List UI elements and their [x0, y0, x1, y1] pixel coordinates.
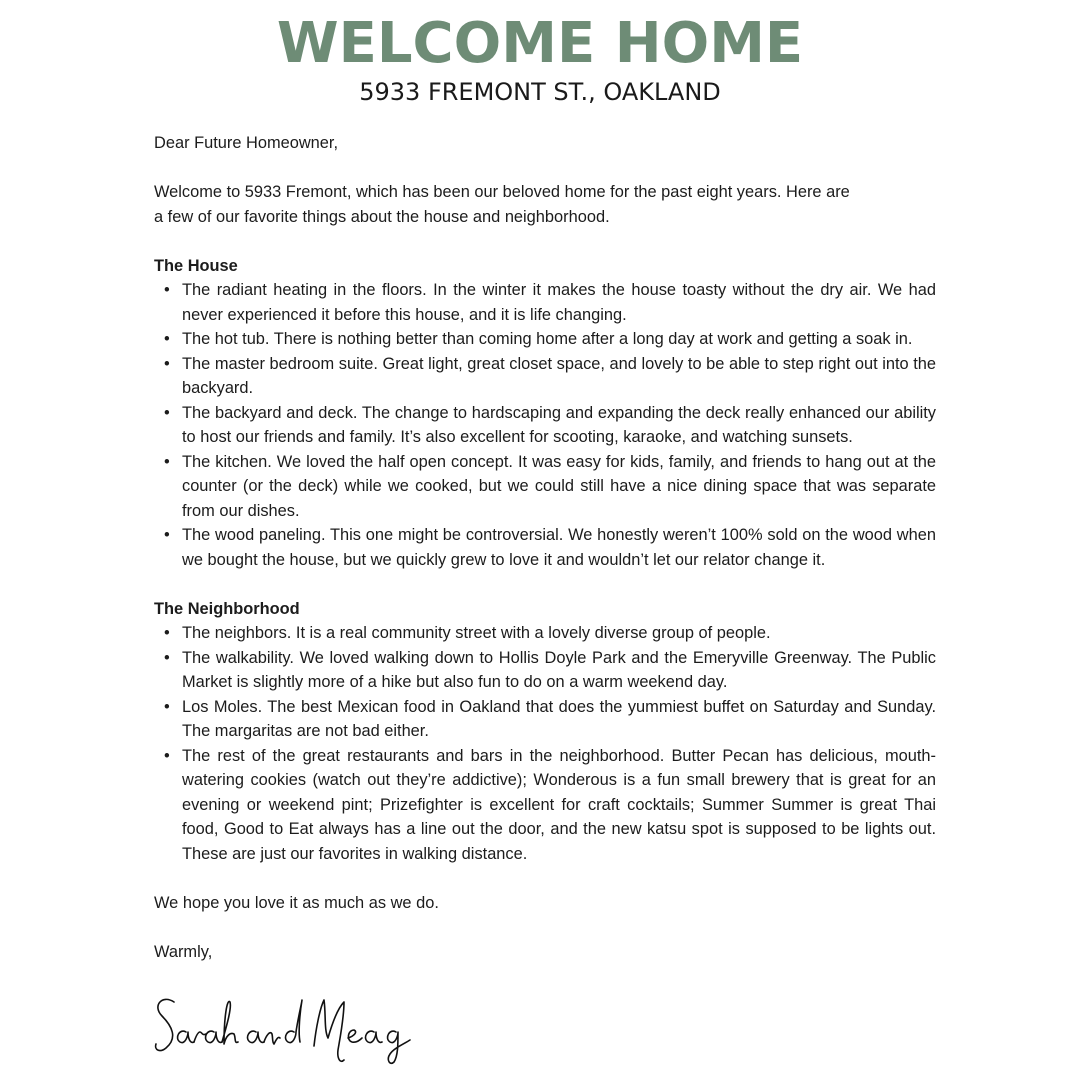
intro-line-1: Welcome to 5933 Fremont, which has been our beloved home for the past eight years. Here are: [154, 183, 850, 201]
list-item-text: The hot tub. There is nothing better than coming home after a long day at work and getting a soak in.: [182, 330, 913, 348]
list-item-text: The kitchen. We loved the half open concept. It was easy for kids, family, and friends to hang out at the counter (or the deck) while we cooked, but we could still have a nice dining space that was separate from our dishes.: [182, 452, 936, 520]
intro-paragraph: [154, 180, 936, 229]
signoff: Warmly,: [154, 942, 213, 961]
neighborhood-list: [154, 621, 936, 866]
bullet-icon: •: [164, 526, 170, 544]
page-title: WELCOME HOME: [276, 11, 804, 76]
list-item: [154, 523, 936, 572]
list-item: [154, 352, 936, 401]
bullet-icon: •: [164, 452, 170, 471]
list-item-text: The walkability. We loved walking down to Hollis Doyle Park and the Emeryville Greenway. The Public Market is slightly more of a hike but also fun to do on a warm weekend day.: [182, 648, 936, 691]
list-item: [154, 278, 936, 327]
list-item-text: The radiant heating in the floors. In the winter it makes the house toasty without the dry air. We had never experienced it before this house, and it is life changing.: [182, 281, 936, 324]
list-item: [154, 621, 936, 646]
house-section-heading: The House: [154, 256, 238, 275]
bullet-icon: •: [164, 648, 170, 667]
paragraph-gap: [154, 915, 936, 940]
bullet-icon: •: [164, 624, 170, 642]
list-item: [154, 695, 936, 744]
bullet-icon: •: [164, 354, 170, 373]
signature-drawing: [152, 988, 412, 1068]
list-item-text: Los Moles. The best Mexican food in Oakland that does the yummiest buffet on Saturday and Sunday. The margaritas are not bad either.: [182, 697, 936, 740]
list-item: [154, 744, 936, 867]
paragraph-gap: [154, 229, 936, 254]
handwritten-signature: [152, 988, 412, 1068]
closing-line: We hope you love it as much as we do.: [154, 893, 439, 912]
paragraph-gap: [154, 866, 936, 891]
list-item: [154, 646, 936, 695]
bullet-icon: •: [164, 403, 170, 422]
address-subtitle: 5933 FREMONT ST., OAKLAND: [359, 78, 721, 106]
bullet-icon: •: [164, 330, 170, 348]
list-item: [154, 401, 936, 450]
bullet-icon: •: [164, 746, 170, 765]
paragraph-gap: [154, 572, 936, 597]
list-item-text: The wood paneling. This one might be controversial. We honestly weren’t 100% sold on the wood when we bought the house, but we quickly grew to love it and wouldn’t let our relator change it.: [182, 526, 936, 569]
list-item-text: The neighbors. It is a real community street with a lovely diverse group of people.: [182, 624, 771, 642]
paragraph-gap: [154, 156, 936, 181]
list-item: [154, 450, 936, 524]
list-item-text: The master bedroom suite. Great light, great closet space, and lovely to be able to step right out into the backyard.: [182, 354, 936, 397]
list-item-text: The backyard and deck. The change to hardscaping and expanding the deck really enhanced our ability to host our friends and family. It’s also excellent for scooting, karaoke, and watching sunsets.: [182, 403, 936, 446]
bullet-icon: •: [164, 697, 170, 716]
list-item: [154, 327, 936, 352]
house-list: [154, 278, 936, 572]
list-item-text: The rest of the great restaurants and bars in the neighborhood. Butter Pecan has delicious, mouth-watering cookies (watch out they’re addictive); Wonderous is a fun small brewery that is great for an evening or weekend pint; Prizefighter is excellent for craft cocktails; Summer Summer is great Thai food, Good to Eat always has a line out the door, and the new katsu spot is supposed to be lights out. These are just our favorites in walking distance.: [182, 746, 936, 863]
bullet-icon: •: [164, 281, 170, 299]
neighborhood-section-heading: The Neighborhood: [154, 599, 300, 618]
letter-body: [154, 131, 936, 964]
intro-line-2: a few of our favorite things about the house and neighborhood.: [154, 207, 610, 226]
salutation: Dear Future Homeowner,: [154, 134, 339, 152]
